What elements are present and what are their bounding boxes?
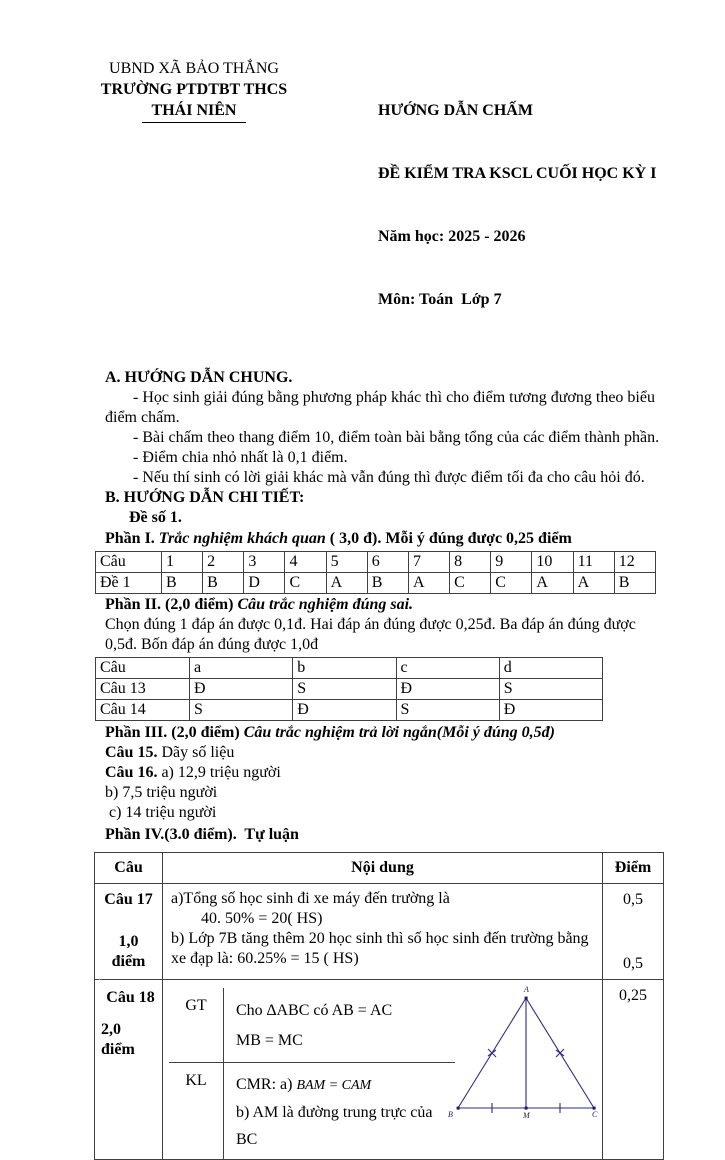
answer-cell: B	[203, 573, 244, 594]
header-cell: Câu	[96, 552, 162, 573]
q17-line-a: a)Tổng số học sinh đi xe máy đến trường là	[171, 890, 450, 907]
header-cell: 7	[408, 552, 449, 573]
issuing-authority-block	[94, 58, 294, 352]
q17-calculation: 40. 50% = 20( HS)	[201, 910, 323, 927]
document-header	[94, 58, 669, 352]
q18-number-cell	[95, 980, 163, 1160]
part2-scoring-note: Chọn đúng 1 đáp án được 0,1đ. Hai đáp án đúng được 0,25đ. Ba đáp án đúng được 0,5đ. Bốn đáp án đúng được 1,0đ	[105, 616, 636, 653]
given-conclusion-block	[169, 988, 455, 1159]
answer-line-q16b: b) 7,5 triệu người	[105, 784, 218, 801]
q18-points-value: 2,0	[101, 1021, 121, 1038]
header-cell: b	[293, 658, 396, 679]
header-cell: 5	[326, 552, 367, 573]
answer-cell: Đ	[499, 700, 602, 721]
title-block	[378, 58, 656, 352]
q18-score-a: 0,25	[619, 987, 647, 1004]
vertex-label-m: M	[523, 1111, 530, 1120]
q17-points-word: điểm	[111, 953, 146, 970]
table-row	[96, 700, 603, 721]
q17-number-cell	[95, 884, 163, 980]
header-cell: 1	[162, 552, 203, 573]
q16-label: Câu 16.	[105, 764, 158, 781]
q18-label: Câu 18	[106, 989, 155, 1006]
row-label-cell: Câu 14	[96, 700, 190, 721]
answer-cell: Đ	[190, 679, 293, 700]
answer-line-q15	[105, 743, 669, 763]
doc-title: HƯỚNG DẪN CHẤM	[378, 102, 533, 119]
question-18-row	[95, 980, 664, 1160]
kl-claim-a	[236, 1071, 455, 1099]
table-row	[96, 552, 656, 573]
table-header-row	[95, 853, 664, 884]
header-cell: 10	[532, 552, 573, 573]
header-cell: c	[396, 658, 499, 679]
guideline-item: - Nếu thí sinh có lời giải khác mà vẫn đúng thì được điểm tối đa cho câu hỏi đó.	[133, 469, 645, 486]
answer-cell: C	[450, 573, 491, 594]
triangle-lines	[458, 998, 594, 1113]
answer-cell: S	[499, 679, 602, 700]
exam-title: ĐỀ KIỂM TRA KSCL CUỐI HỌC KỲ I	[378, 165, 657, 182]
q15-text: Dãy số liệu	[157, 744, 235, 761]
part1-title-rest: ( 3,0 đ). Mỗi ý đúng được 0,25 điểm	[325, 530, 572, 547]
answer-cell: D	[244, 573, 285, 594]
part2-title-italic: Câu trắc nghiệm đúng sai.	[233, 596, 414, 613]
header-cell: 6	[367, 552, 408, 573]
subject-grade: Môn: Toán Lớp 7	[378, 291, 502, 308]
header-cell: 4	[285, 552, 326, 573]
answer-cell: A	[532, 573, 573, 594]
part3-label: Phần III. (2,0 điểm)	[105, 724, 240, 741]
part2-heading	[105, 595, 669, 615]
q17-points-value: 1,0	[118, 933, 139, 950]
answer-cell: A	[573, 573, 614, 594]
kl-claim-b-line1: b) AM là đường trung trực của	[236, 1104, 433, 1121]
q16-text: a) 12,9 triệu người	[157, 764, 281, 781]
kl-label: KL	[185, 1072, 207, 1089]
isosceles-triangle-figure	[448, 982, 598, 1120]
answer-cell: S	[396, 700, 499, 721]
gt-label: GT	[169, 988, 223, 1063]
answer-cell: S	[293, 679, 396, 700]
row-label-cell: Câu 13	[96, 679, 190, 700]
answer-cell: A	[408, 573, 449, 594]
q18-score-cell	[603, 980, 664, 1160]
answer-cell: B	[614, 573, 655, 594]
authority-line: UBND XÃ BẢO THẮNG	[109, 60, 279, 77]
header-cell: 8	[450, 552, 491, 573]
answer-cell: B	[367, 573, 408, 594]
page-footer-mark: .	[98, 969, 101, 983]
q17-score-b: 0,5	[623, 955, 643, 972]
section-a-title: A. HƯỚNG DẪN CHUNG.	[105, 369, 293, 386]
q17-solution-cell	[163, 884, 603, 980]
row-label-cell: Đề 1	[96, 573, 162, 594]
school-line: TRƯỜNG PTDTBT THCS	[100, 81, 288, 98]
table-row	[96, 679, 603, 700]
gt-content	[223, 988, 455, 1063]
section-b-title: B. HƯỚNG DẪN CHI TIẾT:	[105, 489, 305, 506]
part2-label: Phần II. (2,0 điểm)	[105, 596, 234, 613]
answer-cell: A	[326, 573, 367, 594]
table-row	[96, 658, 603, 679]
part1-heading	[105, 529, 669, 549]
q17-label: Câu 17	[104, 891, 153, 908]
guideline-item: - Học sinh giải đúng bằng phương pháp khác thì cho điểm tương đương theo biểu điểm chấm.	[105, 389, 655, 426]
part3-heading	[105, 723, 669, 743]
header-cell-diem: Điểm	[603, 853, 664, 884]
q18-solution-cell	[163, 980, 603, 1160]
true-false-answer-table	[95, 657, 603, 721]
kl-content	[223, 1063, 455, 1159]
answer-line-q16a	[105, 763, 669, 783]
guideline-item: - Điểm chia nhỏ nhất là 0,1 điểm.	[133, 449, 348, 466]
header-cell: 12	[614, 552, 655, 573]
q18-points-word: điểm	[101, 1041, 135, 1058]
gt-line-2: MB = MC	[236, 1032, 303, 1049]
school-year: Năm học: 2025 - 2026	[378, 228, 526, 245]
essay-grading-table	[94, 852, 664, 1160]
header-cell: 2	[203, 552, 244, 573]
q15-label: Câu 15.	[105, 744, 158, 761]
header-cell: 3	[244, 552, 285, 573]
answer-cell: C	[285, 573, 326, 594]
exam-set-subtitle: Đề số 1.	[129, 509, 182, 526]
header-cell-noidung: Nội dung	[163, 853, 603, 884]
part1-title-italic: Trắc nghiệm khách quan	[154, 530, 326, 547]
answer-cell: Đ	[396, 679, 499, 700]
vertex-label-a: A	[524, 985, 529, 994]
header-cell-cau: Câu	[95, 853, 163, 884]
question-17-row	[95, 884, 664, 980]
answer-cell: B	[162, 573, 203, 594]
vertex-label-b: B	[448, 1110, 453, 1119]
kl-a-prefix: CMR: a)	[236, 1076, 297, 1093]
answer-cell: C	[491, 573, 532, 594]
angle-equality-expression: BAM = CAM	[296, 1078, 372, 1093]
table-row	[96, 573, 656, 594]
gt-line-1: Cho ∆ABC có AB = AC	[236, 1002, 393, 1019]
school-name-underlined: THÁI NIÊN	[142, 100, 247, 123]
header-cell: Câu	[96, 658, 190, 679]
header-cell: d	[499, 658, 602, 679]
guideline-item: - Bài chấm theo thang điểm 10, điểm toàn bài bằng tổng của các điểm thành phần.	[133, 429, 660, 446]
part4-heading: Phần IV.(3.0 điểm). Tự luận	[105, 826, 299, 843]
q17-line-b: b) Lớp 7B tăng thêm 20 học sinh thì số học sinh đến trường bằng xe đạp là: 60.25% = 15 ( HS)	[171, 930, 589, 967]
answer-cell: S	[190, 700, 293, 721]
kl-claim-b-line2: BC	[236, 1131, 258, 1148]
vertex-label-c: C	[592, 1110, 598, 1119]
part3-title-italic: Câu trắc nghiệm trả lời ngắn(Mỗi ý đúng 0,5đ)	[239, 724, 555, 741]
part1-label: Phần I.	[105, 530, 155, 547]
header-cell: 11	[573, 552, 614, 573]
q17-score-a: 0,5	[623, 891, 643, 908]
header-cell: 9	[491, 552, 532, 573]
multiple-choice-answer-table	[95, 551, 656, 594]
answer-line-q16c: c) 14 triệu người	[105, 804, 217, 821]
header-cell: a	[190, 658, 293, 679]
q17-score-cell	[603, 884, 664, 980]
answer-cell: Đ	[293, 700, 396, 721]
